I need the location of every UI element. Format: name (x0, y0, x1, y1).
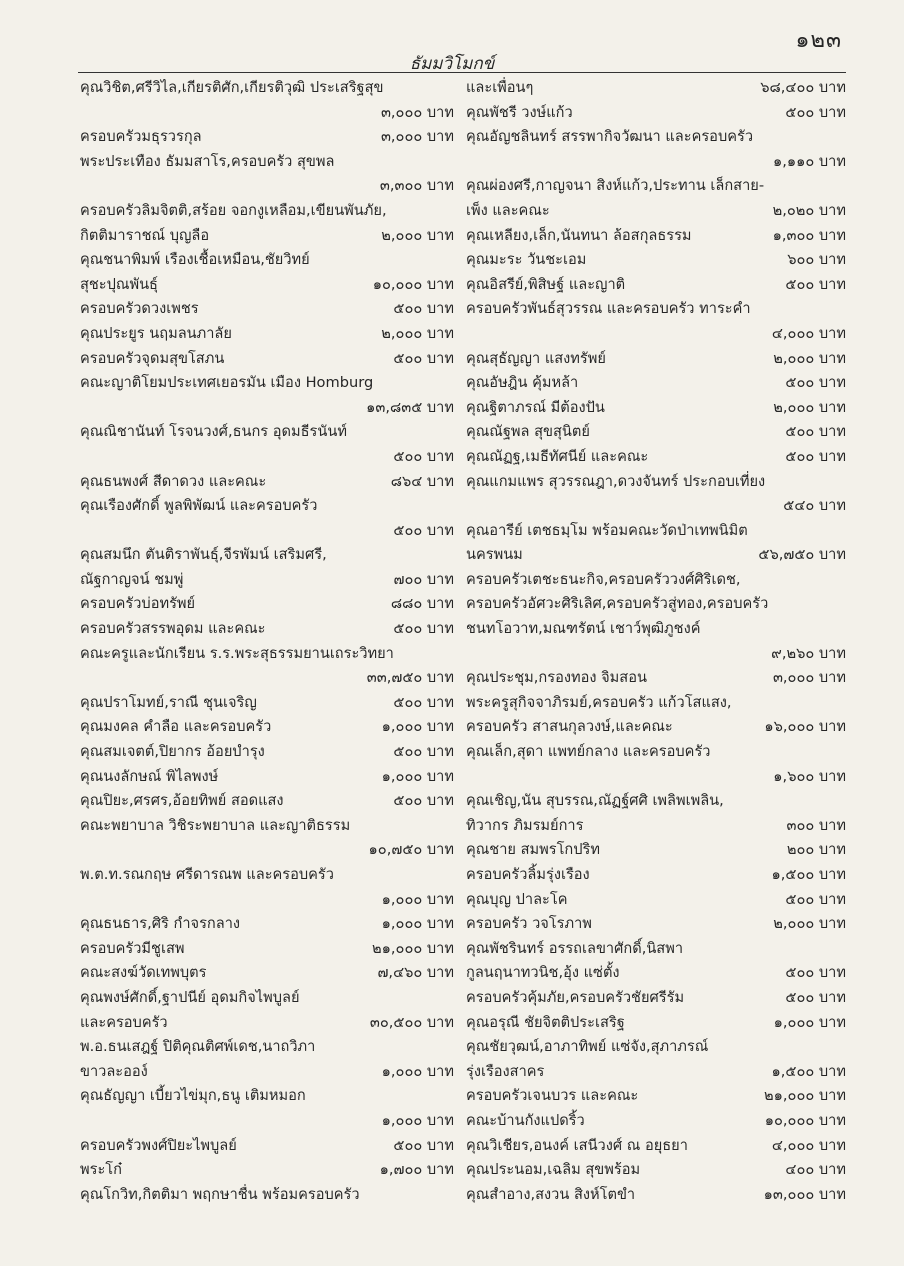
donor-name: คุณอัญชลินทร์ สรรพากิจวัฒนา และครอบครัว (466, 128, 754, 146)
donor-name: คุณโกวิท,กิตติมา พฤกษาชื่น พร้อมครอบครัว (80, 1185, 360, 1203)
donation-line (466, 1084, 846, 1109)
donation-amount: ๕๐๐ บาท (785, 988, 846, 1006)
donor-name: คณะครูและนักเรียน ร.ร.พระสุธรรมยานเถระวิทยา (80, 644, 394, 662)
donation-line (80, 174, 454, 199)
donation-line (80, 912, 454, 937)
donor-name: ขาวละออง์ (80, 1062, 148, 1080)
donation-line (80, 592, 454, 617)
donation-line (80, 420, 454, 445)
donation-line (80, 543, 454, 568)
donor-name: กิตติมาราชณ์ บุญลือ (80, 226, 210, 244)
donation-amount: ๑๐,๗๕๐ บาท (368, 841, 454, 859)
donation-line (80, 1060, 454, 1085)
donation-amount: ๒๐๐ บาท (786, 841, 846, 859)
donation-line (466, 371, 846, 396)
donor-name: คุณอิสรีย์,พิสิษฐ์ และญาติ (466, 275, 626, 293)
donor-name: พระโก๋ (80, 1161, 122, 1179)
donation-line (80, 347, 454, 372)
donor-name: คุณวิเชียร,อนงค์ เสนีวงศ์ ณ อยุธยา (466, 1136, 688, 1154)
donor-name: สุชะปุณพันธุ์ (80, 275, 158, 293)
donor-name: และเพื่อนๆ (466, 79, 534, 96)
left-column (80, 76, 454, 1207)
donation-line (80, 150, 454, 175)
donation-amount: ๑,๐๐๐ บาท (773, 1013, 846, 1031)
donor-name: คุณธนพงศ์ สีดาดวง และคณะ (80, 472, 267, 490)
donation-amount: ๑,๐๐๐ บาท (381, 1062, 454, 1080)
donation-line (80, 125, 454, 150)
donor-name: คุณสมนึก ตันติราพันธุ์,จีรพัมน์ เสริมศรี, (80, 546, 327, 564)
donation-line (466, 125, 846, 150)
donor-name: ครอบครัวมธุรวรกุล (80, 128, 202, 146)
donation-amount: ๕๐๐ บาท (393, 792, 454, 810)
donor-name: คณะญาติโยมประเทศเยอรมัน เมือง Homburg (80, 374, 374, 392)
donation-amount: ๑๓,๐๐๐ บาท (763, 1185, 846, 1203)
donor-name: คณะพยาบาล วิชิระพยาบาล และญาติธรรม (80, 816, 351, 834)
donation-amount: ๖๐๐ บาท (787, 251, 846, 269)
donation-amount: ๕๐๐ บาท (785, 447, 846, 465)
donation-line (466, 273, 846, 298)
donation-amount: ๔,๐๐๐ บาท (771, 324, 846, 342)
donation-line (466, 322, 846, 347)
donor-name: คุณเล็ก,สุดา แพทย์กลาง และครอบครัว (466, 743, 711, 761)
donation-amount: ๑,๐๐๐ บาท (381, 1111, 454, 1129)
donor-name: ครอบครัว สาสนกุลวงษ์,และคณะ (466, 718, 673, 736)
donation-line (466, 150, 846, 175)
donor-name: คุณประชุม,กรองทอง จิมสอน (466, 669, 647, 687)
donation-line (80, 715, 454, 740)
donation-line (80, 248, 454, 273)
donor-name: คุณสมเจตต์,ปิยากร อ้อยบำรุง (80, 743, 265, 761)
donation-amount: ๕๐๐ บาท (785, 890, 846, 908)
donation-amount: ๕๐๐ บาท (393, 693, 454, 711)
donation-line (80, 937, 454, 962)
donation-line (466, 740, 846, 765)
donor-name: ครอบครัวดวงเพชร (80, 300, 199, 318)
donor-name: คุณปิยะ,ศรศร,อ้อยทิพย์ สอดแสง (80, 792, 284, 810)
donor-name: คุณพัชรี วงษ์แก้ว (466, 103, 573, 121)
donor-name: คุณชนาพิมพ์ เรืองเชื้อเหมือน,ชัยวิทย์ (80, 251, 310, 269)
donation-amount: ๘๘๐ บาท (390, 595, 454, 613)
donation-line (80, 617, 454, 642)
donation-line (466, 543, 846, 568)
donation-line (80, 986, 454, 1011)
donation-line (80, 1183, 454, 1208)
donation-line (466, 396, 846, 421)
donation-line (466, 765, 846, 790)
donation-amount: ๔๐๐ บาท (785, 1161, 846, 1179)
donation-line (466, 814, 846, 839)
donor-name: ชนทโอวาท,มณฑรัตน์ เชาว์พุฒิภูชงค์ (466, 620, 701, 638)
donation-line (80, 765, 454, 790)
donation-line (466, 715, 846, 740)
donation-line (466, 224, 846, 249)
page-title: ธัมมวิโมกข์ (409, 54, 495, 74)
donor-name: คุณชาย สมพรโกปริท (466, 841, 600, 859)
donation-line (466, 888, 846, 913)
donor-name: คุณธนธาร,ศิริ กำจรกลาง (80, 915, 241, 933)
donation-amount: ๒,๐๒๐ บาท (772, 201, 846, 219)
donation-line (80, 494, 454, 519)
donation-line (80, 76, 454, 101)
donor-name: คุณผ่องศรี,กาญจนา สิงห์แก้ว,ประทาน เล็กสาย- (466, 177, 765, 195)
donation-line (466, 199, 846, 224)
donation-amount: ๕๐๐ บาท (785, 964, 846, 982)
donation-amount: ๒,๐๐๐ บาท (773, 915, 846, 933)
donation-amount: ๑,๐๐๐ บาท (381, 767, 454, 785)
donor-name: คุณปราโมทย์,ราณี ชุนเจริญ (80, 693, 257, 711)
donation-line (466, 1183, 846, 1208)
donation-amount: ๓,๐๐๐ บาท (380, 103, 454, 121)
donor-name: คุณณัฏฐ,เมธีทัศนีย์ และคณะ (466, 447, 649, 465)
right-column (466, 76, 846, 1207)
donor-name: คุณอารีย์ เตชธมฺโม พร้อมคณะวัดป่าเทพนิมิต (466, 521, 748, 539)
donor-name: คณะสงฆ์วัดเทพบุตร (80, 964, 207, 982)
donation-line (466, 1109, 846, 1134)
donor-name: คุณแกมแพร สุวรรณฎา,ดวงจันทร์ ประกอบเที่ยง (466, 472, 766, 490)
donation-line (466, 347, 846, 372)
donation-line (80, 838, 454, 863)
donation-amount: ๒,๐๐๐ บาท (381, 226, 454, 244)
donation-amount: ๕๖,๗๕๐ บาท (758, 546, 846, 564)
donation-amount: ๓,๐๐๐ บาท (772, 669, 846, 687)
donation-line (80, 666, 454, 691)
donation-line (80, 519, 454, 544)
donation-line (466, 961, 846, 986)
donation-line (466, 174, 846, 199)
donor-name: และครอบครัว (80, 1013, 168, 1031)
donor-name: คุณเชิญ,นัน สุบรรณ,ณัฏฐ์ศศิ เพลิพเพลิน, (466, 792, 724, 810)
donation-line (80, 568, 454, 593)
donation-line (466, 470, 846, 495)
donor-name: นครพนม (466, 546, 523, 564)
donor-name: คุณสุธัญญา แสงทรัพย์ (466, 349, 606, 367)
donation-line (466, 789, 846, 814)
donor-name: คุณชัยวุฒน์,อาภาทิพย์ แซ่จัง,สุภาภรณ์ (466, 1038, 709, 1056)
donation-line (466, 445, 846, 470)
donation-line (80, 691, 454, 716)
donor-name: ครอบครัวบ่อทรัพย์ (80, 595, 196, 613)
donation-amount: ๕๐๐ บาท (393, 1136, 454, 1154)
donation-amount: ๑๖,๐๐๐ บาท (764, 718, 846, 736)
donor-name: กูลนฤนาทวนิช,อุ้ง แซ่ตั้ง (466, 964, 620, 982)
donation-amount: ๒,๐๐๐ บาท (773, 398, 846, 416)
donation-amount: ๑,๐๐๐ บาท (381, 915, 454, 933)
donation-amount: ๕๐๐ บาท (393, 300, 454, 318)
donor-name: ณัฐกาญจน์ ชมพู่ (80, 570, 184, 588)
donation-line (466, 666, 846, 691)
donation-line (466, 1134, 846, 1159)
donation-amount: ๘๖๔ บาท (390, 472, 454, 490)
donor-name: ครอบครัวสรรพอุดม และคณะ (80, 620, 266, 638)
donation-line (80, 1158, 454, 1183)
donation-line (466, 863, 846, 888)
donation-line (466, 986, 846, 1011)
donation-amount: ๕๐๐ บาท (393, 349, 454, 367)
donation-amount: ๑๐,๐๐๐ บาท (372, 275, 454, 293)
header-rule (78, 72, 846, 73)
donor-name: พ.อ.ธนเสฎฐ์ ปิติคุณติศพ์เดช,นาถวิภา (80, 1038, 316, 1056)
donation-amount: ๑,๕๐๐ บาท (771, 1062, 846, 1080)
donor-name: เพ็ง และคณะ (466, 201, 550, 219)
donor-name: ครอบครัวจุดมสุขโสภน (80, 349, 225, 367)
donor-name: คุณณิชานันท์ โรจนวงศ์,ธนกร อุดมธีรนันท์ (80, 423, 347, 441)
donation-line (466, 838, 846, 863)
donation-line (80, 1134, 454, 1159)
donation-amount: ๓,๐๐๐ บาท (380, 128, 454, 146)
donor-name: พระประเทือง ธัมมสาโร,ครอบครัว สุขพล (80, 152, 335, 170)
donation-amount: ๑,๗๐๐ บาท (379, 1161, 454, 1179)
donation-line (466, 691, 846, 716)
donor-name: ครอบครัวอัศวะศิริเลิศ,ครอบครัวสู่ทอง,ครอบครัว (466, 595, 769, 613)
donation-line (466, 592, 846, 617)
donation-amount: ๒,๐๐๐ บาท (773, 349, 846, 367)
donation-amount: ๕๐๐ บาท (785, 423, 846, 441)
donor-name: คุณอัษฎิน คุ้มหล้า (466, 374, 579, 392)
page-number: ๑๒๓ (795, 28, 842, 53)
donation-amount: ๑,๐๐๐ บาท (381, 718, 454, 736)
donation-line (80, 642, 454, 667)
donation-amount: ๑,๐๐๐ บาท (381, 890, 454, 908)
donor-name: คุณประยูร นฤมลนภาลัย (80, 324, 232, 342)
donation-line (80, 863, 454, 888)
donation-line (466, 1158, 846, 1183)
donation-amount: ๒๑,๐๐๐ บาท (764, 1087, 846, 1105)
donation-amount: ๓๐๐ บาท (786, 816, 846, 834)
donation-amount: ๗๐๐ บาท (393, 570, 454, 588)
donation-amount: ๒๑,๐๐๐ บาท (372, 939, 454, 957)
donation-amount: ๕๔๐ บาท (783, 497, 846, 515)
donor-name: พ.ต.ท.รณกฤษ ศรีดารณพ และครอบครัว (80, 866, 334, 883)
donation-line (80, 297, 454, 322)
donation-line (80, 814, 454, 839)
donation-line (80, 789, 454, 814)
donation-line (466, 519, 846, 544)
donor-name: คุณประนอม,เฉลิม สุขพร้อม (466, 1161, 641, 1179)
donation-line (80, 470, 454, 495)
donation-line (466, 1035, 846, 1060)
donation-amount: ๓๓,๗๕๐ บาท (366, 669, 454, 687)
donation-line (80, 961, 454, 986)
donor-name: ครอบครัวเจนบวร และคณะ (466, 1087, 639, 1105)
donation-amount: ๓๐,๕๐๐ บาท (369, 1013, 454, 1031)
donation-line (466, 297, 846, 322)
donation-line (80, 199, 454, 224)
donor-name: คุณนงลักษณ์ พิไลพงษ์ (80, 767, 219, 785)
donor-name: ครอบครัวคุ้มภัย,ครอบครัวชัยศรีรัม (466, 988, 685, 1006)
donation-line (466, 617, 846, 642)
donation-line (466, 101, 846, 126)
donation-amount: ๙,๒๖๐ บาท (771, 644, 846, 662)
donation-amount: ๖๘,๔๐๐ บาท (760, 79, 846, 96)
donor-name: คุณบุญ ปาละโค (466, 890, 568, 908)
donation-line (80, 101, 454, 126)
donation-line (80, 371, 454, 396)
donation-line (466, 420, 846, 445)
donor-name: ครอบครัวลิ้มรุ่งเรือง (466, 866, 590, 883)
donation-amount: ๕๐๐ บาท (785, 103, 846, 121)
donation-amount: ๕๐๐ บาท (393, 620, 454, 638)
donor-name: คุณเรืองศักดิ์ พูลพิพัฒน์ และครอบครัว (80, 497, 318, 515)
donor-name: คุณวิชิต,ศรีวิไล,เกียรติศัก,เกียรติวุฒิ ประเสริฐสุข (80, 79, 384, 96)
donation-amount: ๑๐,๐๐๐ บาท (764, 1111, 846, 1129)
donation-amount: ๒,๐๐๐ บาท (381, 324, 454, 342)
donation-amount: ๑,๓๐๐ บาท (772, 226, 846, 244)
donation-line (80, 224, 454, 249)
donation-amount: ๔,๐๐๐ บาท (771, 1136, 846, 1154)
donation-line (466, 494, 846, 519)
donation-amount: ๑๓,๘๓๕ บาท (366, 398, 454, 416)
donation-line (466, 1011, 846, 1036)
donor-name: คุณมะระ วันชะเอม (466, 251, 587, 269)
donation-amount: ๓,๓๐๐ บาท (379, 177, 454, 195)
donor-name: คุณพงษ์ศักดิ์,ฐาปนีย์ อุดมกิจไพบูลย์ (80, 988, 300, 1006)
donor-name: คุณอรุณี ชัยจิตติประเสริฐ (466, 1013, 625, 1031)
donor-name: ครอบครัวมีชูเสพ (80, 939, 185, 957)
donor-name: คุณฐิตาภรณ์ มีต้องปัน (466, 398, 605, 416)
donor-name: ครอบครัวลิมจิตติ,สร้อย จอกงูเหลือม,เขียนพันภัย, (80, 201, 387, 219)
donation-amount: ๑,๑๑๐ บาท (772, 152, 846, 170)
donation-amount: ๕๐๐ บาท (785, 275, 846, 293)
donation-amount: ๕๐๐ บาท (785, 374, 846, 392)
donation-line (80, 1011, 454, 1036)
donation-line (466, 568, 846, 593)
donor-name: คุณมงคล คำลือ และครอบครัว (80, 718, 272, 736)
donation-amount: ๑,๖๐๐ บาท (773, 767, 846, 785)
donation-amount: ๕๐๐ บาท (393, 521, 454, 539)
donor-name: พระครูสุกิจจาภิรมย์,ครอบครัว แก้วโสแสง, (466, 693, 732, 711)
donation-line (80, 396, 454, 421)
donation-amount: ๕๐๐ บาท (393, 447, 454, 465)
donation-line (466, 937, 846, 962)
donation-line (466, 76, 846, 101)
donation-line (466, 642, 846, 667)
donation-amount: ๕๐๐ บาท (393, 743, 454, 761)
donation-line (80, 888, 454, 913)
donor-name: ทิวากร ภิมรมย์การ (466, 816, 584, 834)
donor-name: คุณสำอาง,สงวน สิงห์โตขำ (466, 1185, 636, 1203)
donation-line (80, 1109, 454, 1134)
donor-name: คุณณัฐพล สุขสุนิตย์ (466, 423, 590, 441)
donation-line (80, 740, 454, 765)
donation-line (80, 322, 454, 347)
donor-name: ครอบครัวพันธ์สุวรรณ และครอบครัว ทาระคำ (466, 300, 751, 318)
donor-name: ครอบครัว วจโรภาพ (466, 915, 592, 933)
donor-name: คุณธัญญา เบี้ยวไข่มุก,ธนู เติมหมอก (80, 1087, 306, 1105)
donation-line (466, 248, 846, 273)
donation-amount: ๑,๕๐๐ บาท (771, 866, 846, 883)
donation-line (80, 273, 454, 298)
donor-name: คุณเหลียง,เล็ก,นันทนา ล้อสกุลธรรม (466, 226, 692, 244)
donation-line (466, 912, 846, 937)
donation-line (80, 445, 454, 470)
donation-line (80, 1035, 454, 1060)
donation-line (466, 1060, 846, 1085)
donor-name: คณะบ้านกังแปดริ้ว (466, 1111, 585, 1129)
donor-name: ครอบครัวเตชะธนะกิจ,ครอบครัววงศ์ศิริเดช, (466, 570, 741, 588)
donation-line (80, 1084, 454, 1109)
donor-name: ครอบครัวพงศ์ปิยะไพบูลย์ (80, 1136, 237, 1154)
donor-name: คุณพัชรินทร์ อรรถเลขาศักดิ์,นิสพา (466, 939, 684, 957)
donation-amount: ๗,๔๖๐ บาท (377, 964, 454, 982)
donor-name: รุ่งเรืองสาคร (466, 1062, 545, 1080)
